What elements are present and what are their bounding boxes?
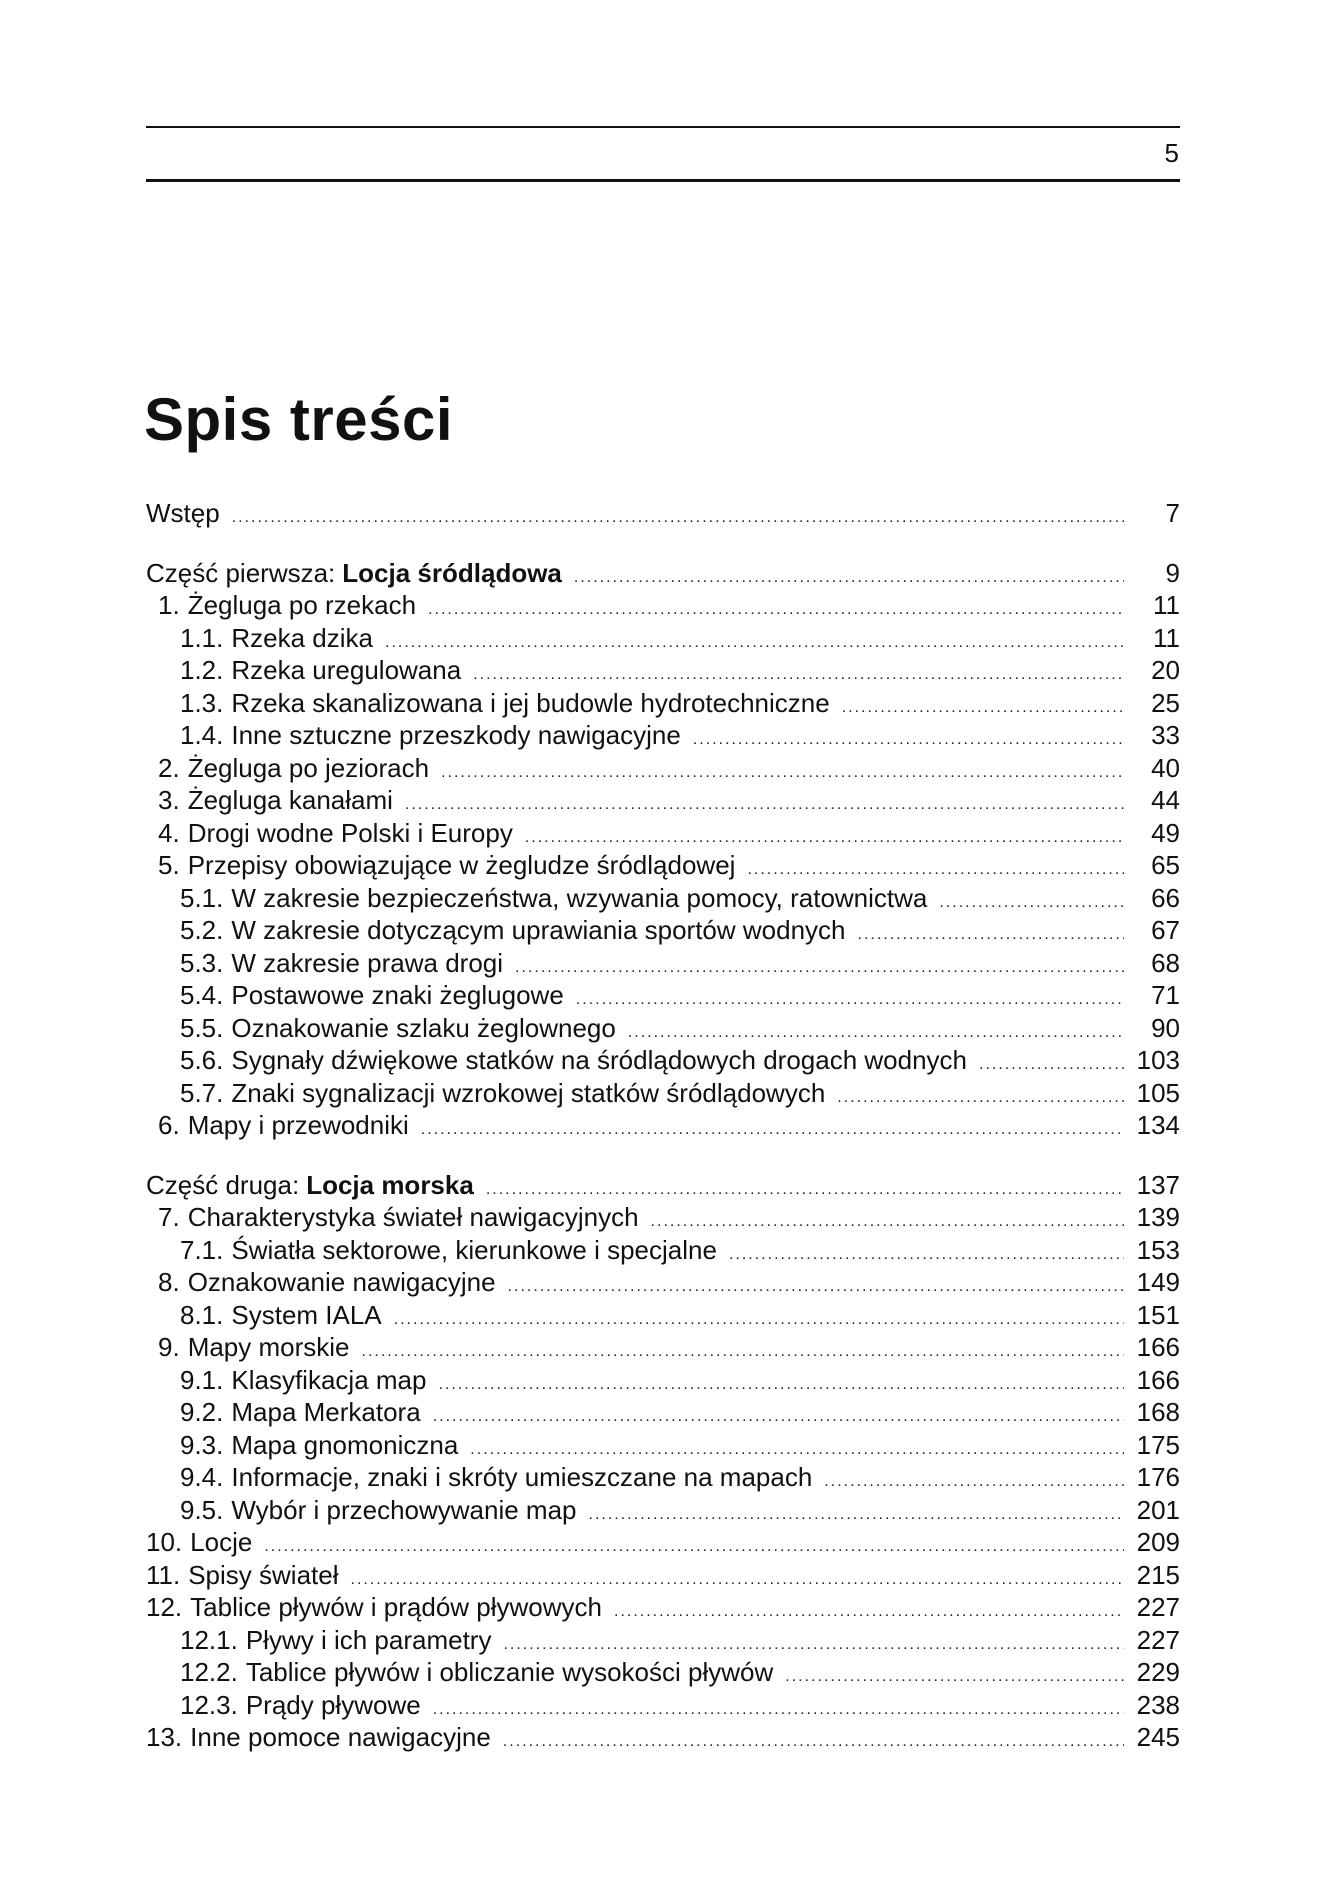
toc-section-5-3 [146,947,1180,980]
toc-label: Żegluga po jeziorach [187,752,430,783]
toc-dot-leader [441,757,1124,790]
toc-page-number: 168 [1136,1397,1180,1427]
toc-number: 12.3. [180,1689,238,1720]
toc-section-12-2 [146,1656,1180,1689]
toc-dot-leader [979,1049,1124,1082]
toc-chapter-6 [146,1109,1180,1142]
toc-dot-leader [421,1114,1124,1147]
toc-page-number: 176 [1136,1462,1180,1492]
toc-dot-leader [264,1531,1124,1564]
toc-page-number: 33 [1151,720,1180,750]
toc-label: Rzeka dzika [231,622,373,653]
toc-label: Pływy i ich parametry [245,1624,492,1655]
toc-number: 12. [146,1592,183,1622]
toc-label: Charakterystyka świateł nawigacyjnych [187,1202,639,1232]
toc-label: Locje [190,1527,253,1557]
toc-chapter-7 [146,1201,1180,1234]
toc-page-number: 166 [1136,1332,1180,1362]
toc-page-number: 151 [1136,1299,1180,1330]
toc-dot-leader [785,1661,1124,1694]
toc-section-8-1 [146,1299,1180,1332]
toc-entry-intro [146,497,1180,530]
toc-chapter-8 [146,1266,1180,1299]
toc-number: 5.6. [180,1045,224,1075]
toc-dot-leader [589,1499,1125,1532]
toc-number: 13. [146,1722,183,1752]
header-top-rule [146,126,1180,128]
toc-number: 1. [158,590,180,620]
toc-section-1-1 [146,622,1180,655]
toc-label: System IALA [231,1299,382,1330]
toc-page-number: 105 [1136,1077,1180,1108]
toc-chapter-12 [146,1591,1180,1624]
toc-page-number: 25 [1151,687,1180,718]
toc-section-1-4 [146,719,1180,752]
toc-page-number: 71 [1151,980,1180,1010]
toc-number: 7. [158,1202,180,1232]
toc-number: 9.3. [180,1429,224,1460]
toc-page-number: 20 [1151,655,1180,685]
toc-number: 4. [158,817,180,848]
toc-page-number: 139 [1136,1202,1180,1232]
toc-section-5-6 [146,1044,1180,1077]
toc-page-number: 9 [1165,557,1180,588]
toc-chapter-3 [146,784,1180,817]
toc-chapter-11 [146,1559,1180,1592]
toc-page-number: 238 [1136,1689,1180,1720]
toc-page-number: 215 [1136,1559,1180,1590]
toc-number: 5.4. [180,980,224,1010]
page-title: Spis treści [144,386,453,453]
toc-dot-leader [394,1304,1124,1337]
toc-dot-leader [837,1082,1124,1115]
toc-dot-leader [503,1726,1124,1759]
toc-page-number: 103 [1136,1045,1180,1075]
toc-page-number: 11 [1153,590,1180,620]
toc-dot-leader [438,1369,1124,1402]
toc-page-number: 229 [1136,1657,1180,1687]
toc-section-5-4 [146,979,1180,1012]
toc-number: 9. [158,1332,180,1362]
toc-label: Klasyfikacja map [231,1364,427,1395]
toc-page-number: 137 [1136,1169,1180,1200]
toc-label: Informacje, znaki i skróty umieszczane na mapach [231,1462,813,1492]
toc-dot-leader [433,1694,1124,1727]
toc-part-title: Locja śródlądowa [342,557,562,588]
toc-label: Mapy i przewodniki [187,1110,409,1140]
toc-section-9-2 [146,1396,1180,1429]
toc-label: Drogi wodne Polski i Europy [187,817,513,848]
toc-label: Wybór i przechowywanie map [231,1494,577,1525]
toc-number: 1.4. [180,720,224,750]
toc-chapter-13 [146,1721,1180,1754]
toc-label: Tablice pływów i obliczanie wysokości pływów [245,1657,774,1687]
toc-label: Inne pomoce nawigacyjne [190,1722,491,1752]
toc-number: 8.1. [180,1299,224,1330]
toc-label: Postawowe znaki żeglugowe [231,980,564,1010]
toc-number: 9.1. [180,1364,224,1395]
toc-number: 3. [158,785,180,815]
toc-page-number: 7 [1165,498,1180,528]
toc-number: 9.5. [180,1494,224,1525]
toc-label: Prądy pływowe [245,1689,421,1720]
toc-page-number: 175 [1136,1429,1180,1460]
header-bottom-rule [146,179,1180,182]
toc-number: 5. [158,850,180,880]
toc-number: 7.1. [180,1234,224,1265]
toc-number: 5.2. [180,915,224,945]
toc-page-number: 166 [1136,1364,1180,1395]
toc-label: Żegluga po rzekach [187,590,417,620]
toc-section-9-4 [146,1461,1180,1494]
toc-dot-leader [232,502,1124,535]
toc-chapter-1 [146,589,1180,622]
toc-number: 6. [158,1110,180,1140]
toc-section-5-1 [146,882,1180,915]
toc-dot-leader [433,1401,1124,1434]
page-number: 5 [1164,138,1179,168]
toc-number: 11. [146,1559,181,1590]
toc-dot-leader [858,919,1124,952]
toc-label: Oznakowanie szlaku żeglownego [231,1012,616,1043]
toc-chapter-9 [146,1331,1180,1364]
toc-section-7-1 [146,1234,1180,1267]
toc-section-5-5 [146,1012,1180,1045]
toc-dot-leader [729,1239,1124,1272]
toc-part-prefix: Część druga: [146,1169,300,1200]
toc-dot-leader [614,1596,1124,1629]
toc-section-9-1 [146,1364,1180,1397]
toc-page-number: 49 [1151,817,1180,848]
toc-page-number: 134 [1136,1110,1180,1140]
toc-label: Rzeka uregulowana [231,655,462,685]
toc-number: 12.1. [180,1624,238,1655]
toc-chapter-4 [146,817,1180,850]
toc-page-number: 201 [1136,1494,1180,1525]
toc-section-1-2 [146,654,1180,687]
table-of-contents [146,497,1180,1754]
toc-dot-leader [824,1466,1124,1499]
toc-label: Tablice pływów i prądów pływowych [190,1592,602,1622]
toc-dot-leader [651,1206,1124,1239]
toc-label: Wstęp [146,498,220,528]
toc-number: 2. [158,752,180,783]
toc-dot-leader [693,724,1124,757]
toc-number: 9.4. [180,1462,224,1492]
toc-number: 9.2. [180,1397,224,1427]
toc-label: Mapy morskie [187,1332,350,1362]
toc-dot-leader [385,627,1124,660]
toc-page-number: 67 [1151,915,1180,945]
toc-section-12-3 [146,1689,1180,1722]
toc-chapter-10 [146,1526,1180,1559]
toc-number: 1.3. [180,687,224,718]
toc-section-9-5 [146,1494,1180,1527]
toc-dot-leader [842,692,1124,725]
toc-page-number: 11 [1153,622,1180,653]
toc-page-number: 44 [1151,785,1180,815]
toc-dot-leader [574,562,1124,595]
toc-dot-leader [508,1271,1124,1304]
toc-part-1 [146,557,1180,590]
toc-label: Inne sztuczne przeszkody nawigacyjne [231,720,681,750]
toc-dot-leader [515,952,1124,985]
toc-number: 12.2. [180,1657,238,1687]
toc-label: W zakresie prawa drogi [231,947,504,978]
toc-section-5-2 [146,914,1180,947]
toc-page-number: 68 [1151,947,1180,978]
toc-page-number: 149 [1136,1267,1180,1297]
toc-section-1-3 [146,687,1180,720]
toc-number: 1.2. [180,655,224,685]
toc-label: Światła sektorowe, kierunkowe i specjalne [231,1234,717,1265]
toc-chapter-2 [146,752,1180,785]
toc-page-number: 65 [1151,850,1180,880]
toc-section-12-1 [146,1624,1180,1657]
toc-number: 1.1. [180,622,224,653]
toc-number: 5.1. [180,882,224,913]
toc-dot-leader [362,1336,1124,1369]
toc-section-9-3 [146,1429,1180,1462]
toc-part-2 [146,1169,1180,1202]
toc-page-number: 209 [1136,1527,1180,1557]
toc-label: W zakresie bezpieczeństwa, wzywania pomocy, ratownictwa [231,882,928,913]
toc-part-title: Locja morska [306,1169,474,1200]
toc-dot-leader [576,984,1124,1017]
toc-label: Przepisy obowiązujące w żegludze śródlądowej [187,850,736,880]
toc-dot-leader [428,594,1124,627]
toc-page-number: 66 [1151,882,1180,913]
toc-chapter-5 [146,849,1180,882]
toc-label: W zakresie dotyczącym uprawiania sportów wodnych [231,915,846,945]
toc-number: 5.7. [180,1077,224,1108]
toc-label: Mapa Merkatora [231,1397,421,1427]
toc-page-number: 227 [1136,1624,1180,1655]
toc-page-number: 40 [1151,752,1180,783]
toc-page-number: 245 [1136,1722,1180,1752]
toc-number: 5.3. [180,947,224,978]
toc-page-number: 227 [1136,1592,1180,1622]
toc-label: Sygnały dźwiękowe statków na śródlądowych drogach wodnych [231,1045,967,1075]
toc-page-number: 153 [1136,1234,1180,1265]
toc-number: 5.5. [180,1012,224,1043]
toc-page-number: 90 [1151,1012,1180,1043]
toc-label: Mapa gnomoniczna [231,1429,459,1460]
toc-dot-leader [939,887,1124,920]
toc-label: Spisy świateł [188,1559,339,1590]
toc-label: Rzeka skanalizowana i jej budowle hydrotechniczne [231,687,830,718]
toc-label: Oznakowanie nawigacyjne [187,1267,496,1297]
toc-section-5-7 [146,1077,1180,1110]
toc-label: Znaki sygnalizacji wzrokowej statków śródlądowych [231,1077,826,1108]
toc-label: Żegluga kanałami [187,785,393,815]
toc-part-prefix: Część pierwsza: [146,557,336,588]
toc-number: 8. [158,1267,180,1297]
toc-number: 10. [146,1527,183,1557]
